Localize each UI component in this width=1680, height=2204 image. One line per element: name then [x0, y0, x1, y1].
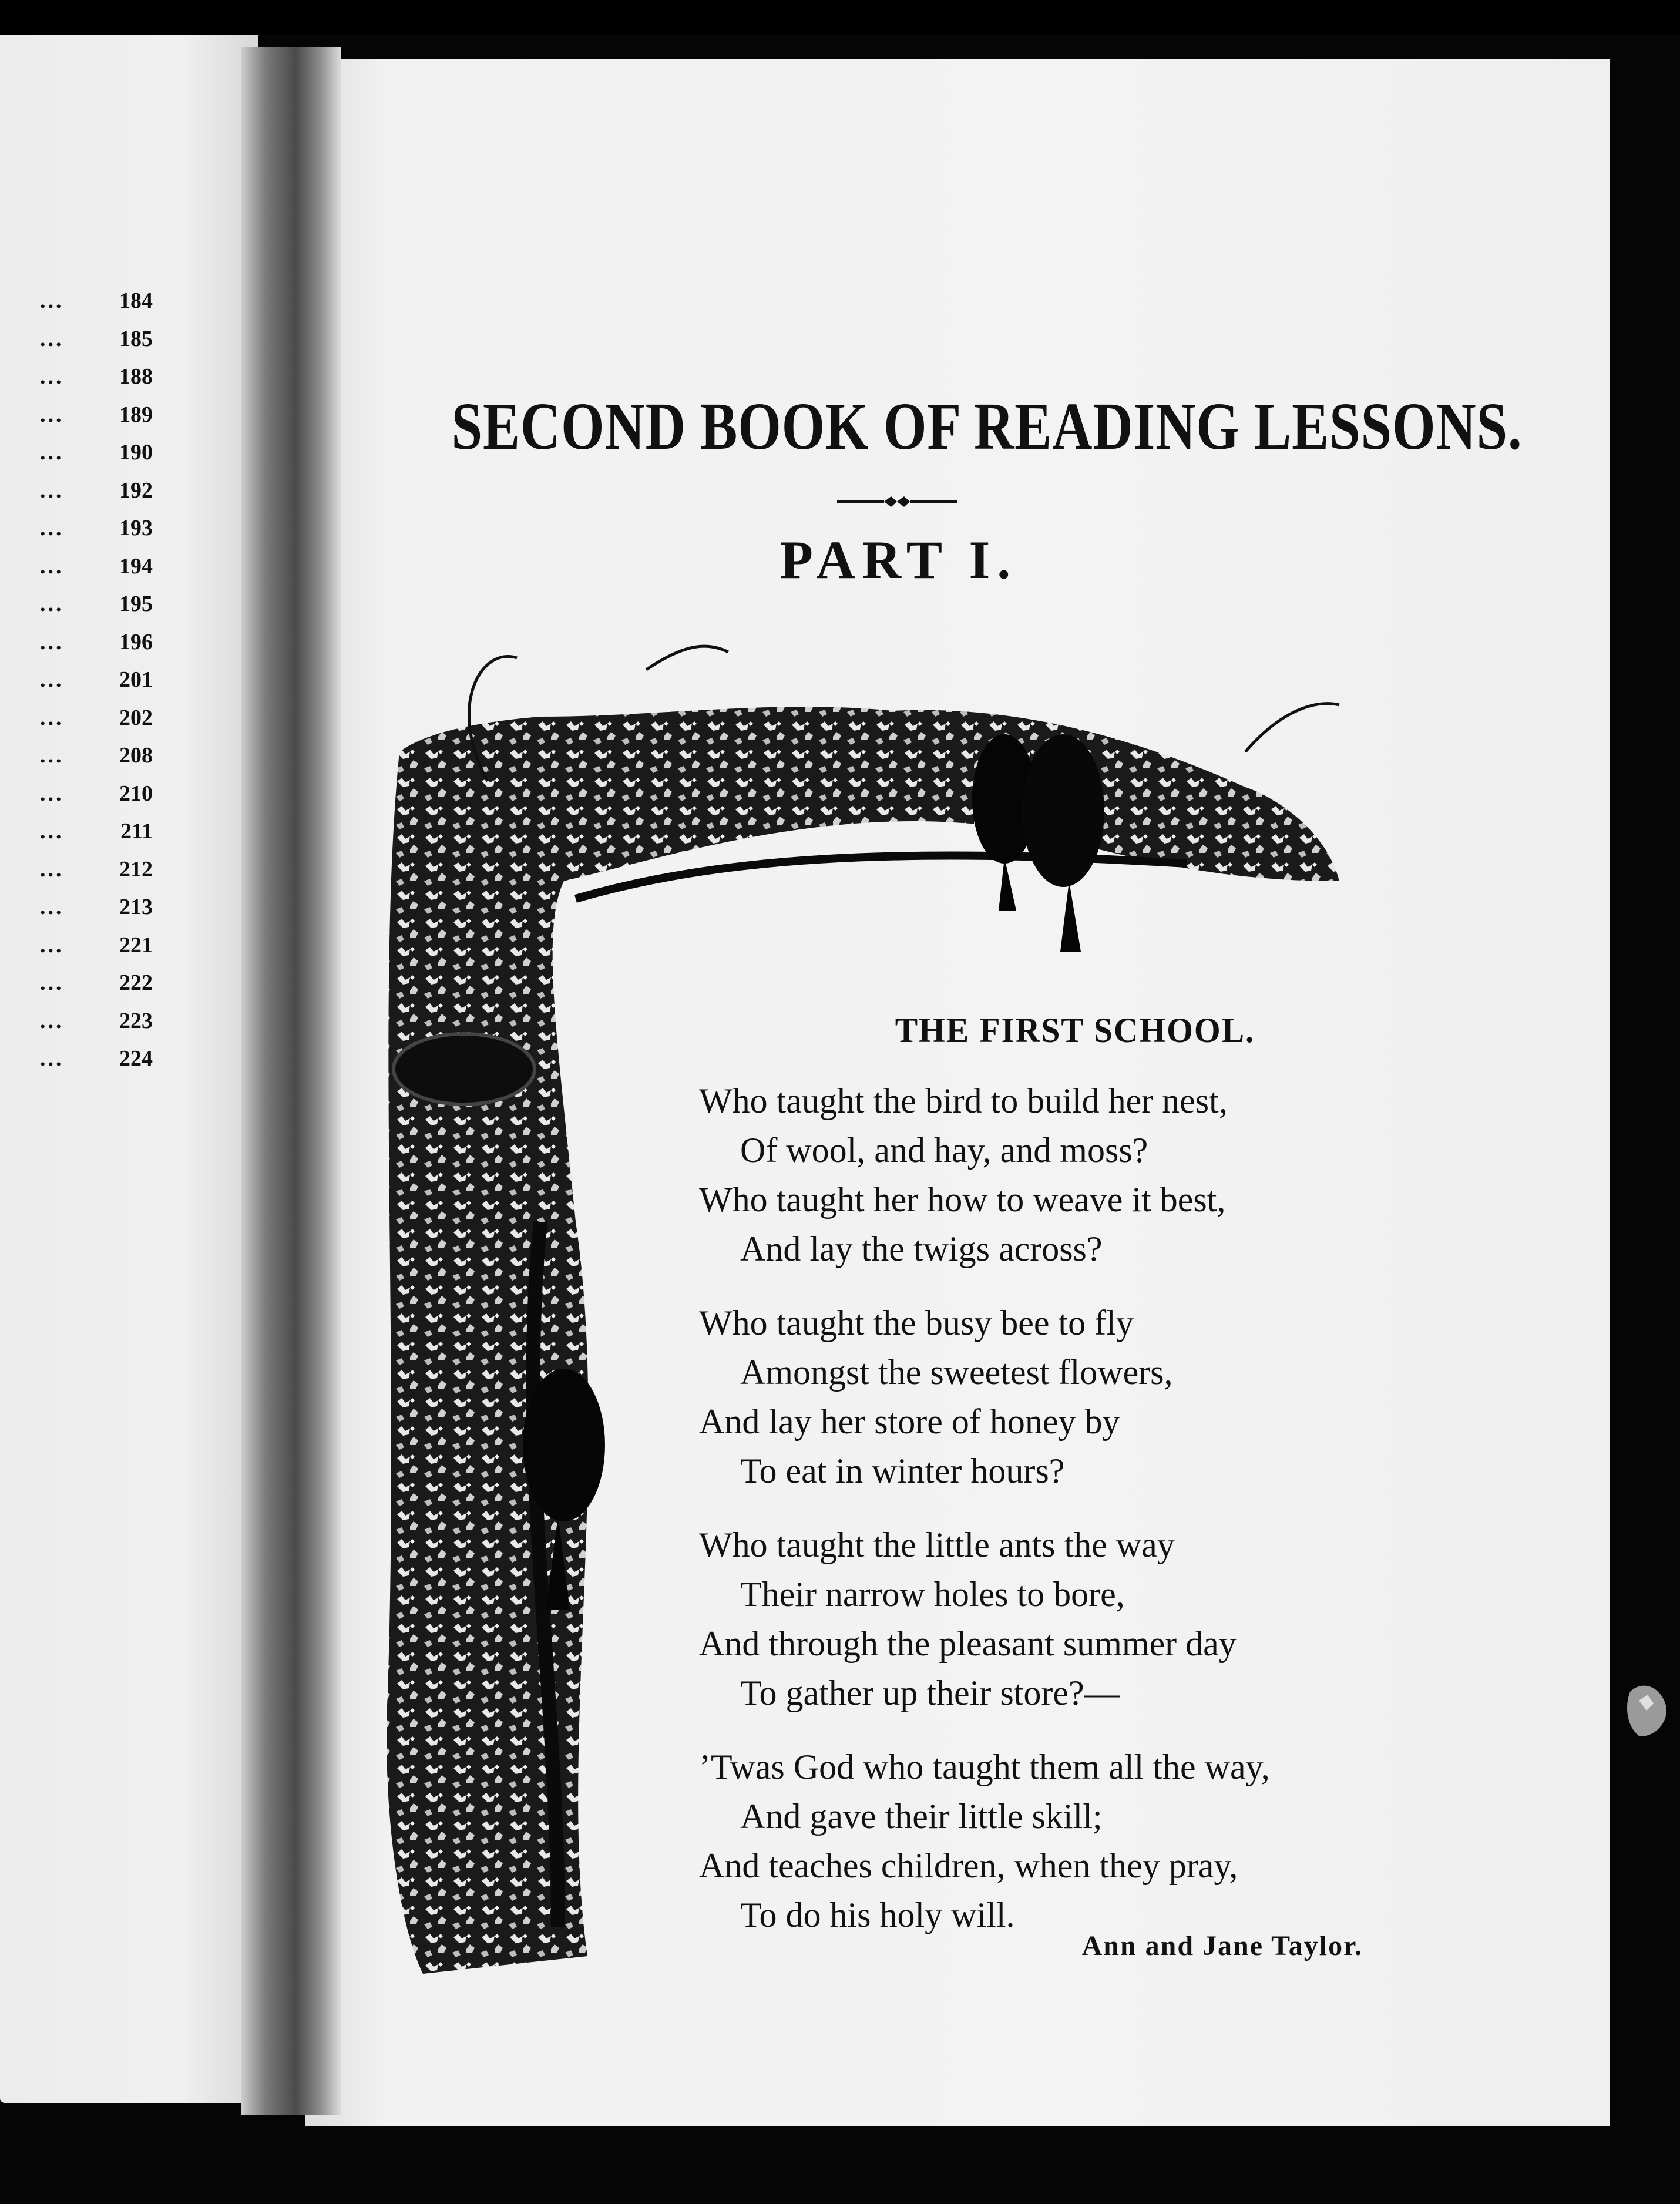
index-row: ... 201 — [40, 667, 153, 692]
poem-line: And lay the twigs across? — [740, 1229, 1103, 1268]
index-row: ... 223 — [40, 1008, 153, 1033]
index-row: ... 193 — [40, 516, 153, 540]
poem-title: THE FIRST SCHOOL. — [895, 1011, 1255, 1050]
poem-line: To eat in winter hours? — [740, 1452, 1065, 1490]
index-row: ... 184 — [40, 288, 153, 313]
poem-author: Ann and Jane Taylor. — [1081, 1930, 1363, 1961]
index-row: ... 195 — [40, 592, 153, 616]
scan-border-top — [0, 0, 1680, 35]
poem-line: ’Twas God who taught them all the way, — [699, 1748, 1270, 1786]
poem-line: To do his holy will. — [740, 1896, 1015, 1934]
poem-stanza — [699, 1742, 1433, 1940]
poem-line: Who taught her how to weave it best, — [699, 1180, 1226, 1219]
poem-body — [699, 1076, 1433, 1964]
index-row: ... 192 — [40, 478, 153, 503]
poem-line: Who taught the bird to build her nest, — [699, 1081, 1228, 1120]
index-row: ... 190 — [40, 440, 153, 465]
index-row: ... 224 — [40, 1046, 153, 1071]
index-row: ... 213 — [40, 895, 153, 919]
poem-line: Who taught the busy bee to fly — [699, 1303, 1134, 1342]
index-row: ... 202 — [40, 705, 153, 730]
poem-stanza — [699, 1520, 1433, 1718]
left-page — [0, 35, 258, 2103]
poem-stanza — [699, 1298, 1433, 1496]
index-row: ... 185 — [40, 326, 153, 351]
poem-line: And through the pleasant summer day — [699, 1624, 1237, 1663]
ornament-divider — [837, 495, 957, 509]
poem-line: Their narrow holes to bore, — [740, 1575, 1125, 1614]
poem-line: Who taught the little ants the way — [699, 1526, 1175, 1564]
index-row: ... 189 — [40, 402, 153, 427]
poem-line: Of wool, and hay, and moss? — [740, 1131, 1148, 1170]
index-page-numbers — [18, 282, 153, 1078]
index-row: ... 210 — [40, 781, 153, 806]
poem-stanza — [699, 1076, 1433, 1274]
poem-line: Amongst the sweetest flowers, — [740, 1353, 1173, 1392]
poem-line: And gave their little skill; — [740, 1797, 1103, 1836]
index-row: ... 221 — [40, 932, 153, 957]
part-heading: PART I. — [779, 530, 1018, 590]
page-edge-stain — [1624, 1680, 1671, 1745]
poem-line: And teaches children, when they pray, — [699, 1846, 1238, 1885]
poem-line: And lay her store of honey by — [699, 1402, 1120, 1441]
index-row: ... 194 — [40, 553, 153, 579]
book-gutter — [241, 47, 341, 2115]
index-row: ... 222 — [40, 970, 153, 995]
book-title: SECOND BOOK OF READING LESSONS. — [451, 389, 1523, 463]
index-row: ... 212 — [40, 856, 153, 882]
index-row: ... 211 — [40, 819, 153, 844]
poem-line: To gather up their store?— — [740, 1674, 1120, 1712]
index-row: ... 208 — [40, 743, 153, 768]
index-row: ... 188 — [40, 364, 153, 389]
index-row: ... 196 — [40, 629, 153, 654]
